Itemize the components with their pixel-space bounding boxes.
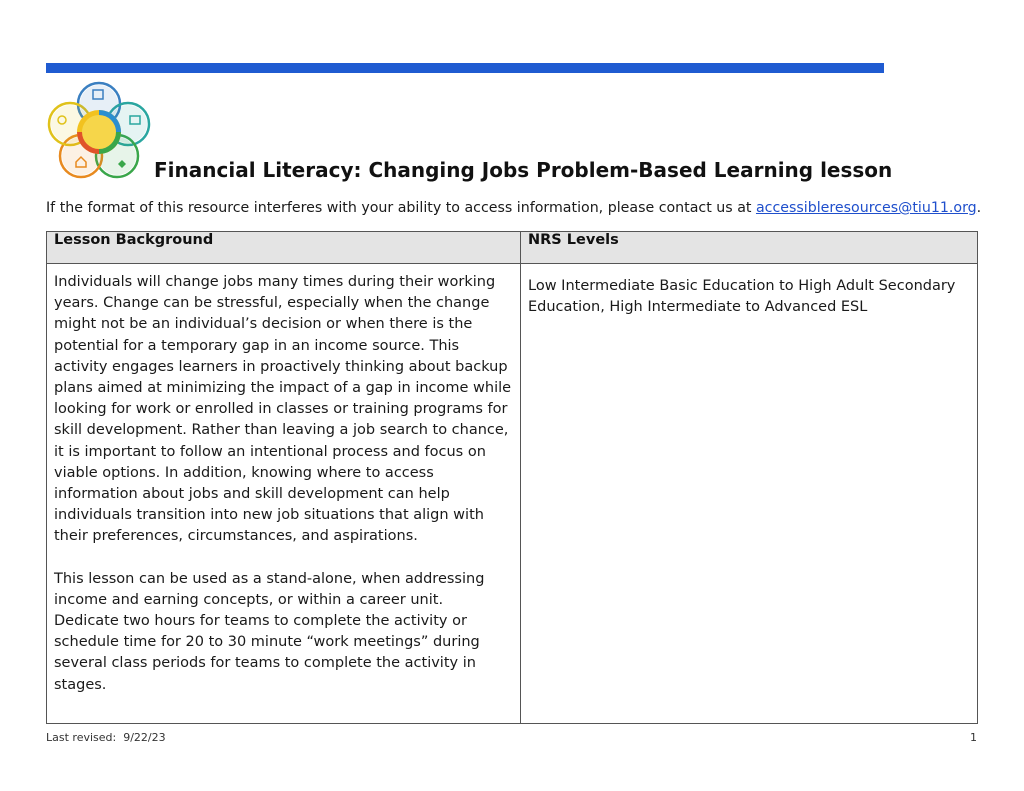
lesson-table <box>46 231 978 724</box>
lesson-background-paragraph: Individuals will change jobs many times during their working years. Change can be stressful, especially when the change might not be an individual’s decision or when there is the potential for a temporary gap in an income source. This activity engages learners in proactively thinking about backup plans aimed at minimizing the impact of a gap in income while looking for work or enrolled in classes or training programs for skill development. Rather than leaving a job search to chance, it is important to follow an intentional process and focus on viable options. In addition, knowing where to access information about jobs and skill development can help individuals transition into new job situations that align with their preferences, circumstances, and aspirations. <box>54 274 512 545</box>
accessibility-note-text: If the format of this resource interferes with your ability to access information, please contact us at <box>46 200 756 216</box>
lesson-background-paragraph: This lesson can be used as a stand-alone, when addressing income and earning concepts, or within a career unit. Dedicate two hours for teams to complete the activity or schedule time for 20 to 30 minute “work meetings” during several class periods for teams to complete the activity in stages. <box>54 570 485 693</box>
lesson-background-cell <box>47 264 521 724</box>
accessibility-note-suffix: . <box>976 200 982 216</box>
page-number: 1 <box>970 731 977 744</box>
teaching-skills-logo <box>46 80 152 180</box>
header-lesson-background: Lesson Background <box>47 232 521 264</box>
nrs-levels-cell <box>521 264 978 724</box>
page-title: Financial Literacy: Changing Jobs Problem-Based Learning lesson <box>154 158 893 182</box>
last-revised: Last revised: 9/22/23 <box>46 731 166 744</box>
accessibility-email-link[interactable]: accessibleresources@tiu11.org <box>755 200 977 216</box>
top-accent-bar <box>46 63 884 73</box>
accessibility-note <box>46 200 981 216</box>
nrs-levels-text: Low Intermediate Basic Education to High Adult Secondary Education, High Intermediate to Advanced ESL <box>528 278 956 316</box>
header-nrs-levels: NRS Levels <box>521 232 978 264</box>
